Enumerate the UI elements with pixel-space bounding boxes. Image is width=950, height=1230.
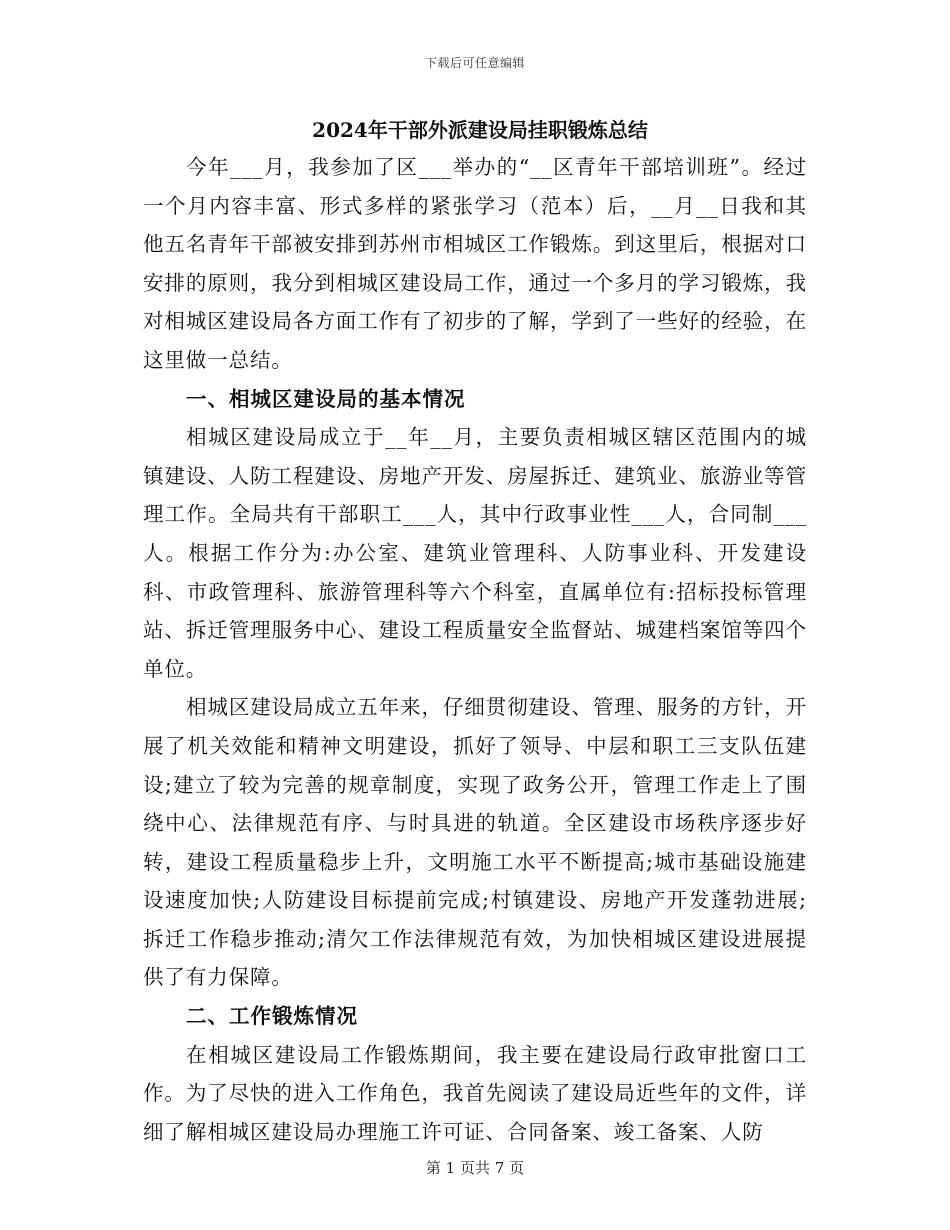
paragraph-intro: 今年___月，我参加了区___举办的“__区青年干部培训班”。经过一个月内容丰富、形式多样的紧张学习（范本）后，__月__日我和其他五名青年干部被安排到苏州市相城区工作锻炼。到这里后，根据对口安排的原则，我分到相城区建设局工作，通过一个多月的学习锻炼，我对相城区建设局各方面工作有了初步的了解，学到了一些好的经验，在这里做一总结。 (143, 155, 807, 372)
header-note: 下载后可任意编辑 (424, 56, 525, 70)
paragraph-bureau-achievements: 相城区建设局成立五年来，仔细贯彻建设、管理、服务的方针，开展了机关效能和精神文明建设，抓好了领导、中层和职工三支队伍建设;建立了较为完善的规章制度，实现了政务公开，管理工作走上了围绕中心、法律规范有序、与时具进的轨道。全区建设市场秩序逐步好转，建设工程质量稳步上升，文明施工水平不断提高;城市基础设施建设速度加快;人防建设目标提前完成;村镇建设、房地产开发蓬勃进展;拆迁工作稳步推动;清欠工作法律规范有效，为加快相城区建设进展提供了有力保障。 (143, 695, 807, 990)
section-heading-work-training: 二、工作锻炼情况 (186, 1004, 358, 1029)
document-body (143, 112, 807, 1151)
section-heading-basic-situation: 一、相城区建设局的基本情况 (186, 386, 466, 411)
paragraph-work-training: 在相城区建设局工作锻炼期间，我主要在建设局行政审批窗口工作。为了尽快的进入工作角色，我首先阅读了建设局近些年的文件，详细了解相城区建设局办理施工许可证、合同备案、竣工备案、人防 (143, 1042, 807, 1144)
document-title: 2024年干部外派建设局挂职锻炼总结 (312, 118, 648, 142)
paragraph-bureau-overview: 相城区建设局成立于__年__月，主要负责相城区辖区范围内的城镇建设、人防工程建设、房地产开发、房屋拆迁、建筑业、旅游业等管理工作。全局共有干部职工___人，其中行政事业性___人，合同制___人。根据工作分为:办公室、建筑业管理科、人防事业科、开发建设科、市政管理科、旅游管理科等六个科室，直属单位有:招标投标管理站、拆迁管理服务中心、建设工程质量安全监督站、城建档案馆等四个单位。 (143, 425, 807, 681)
page-indicator: 第 1 页共 7 页 (425, 1159, 525, 1177)
